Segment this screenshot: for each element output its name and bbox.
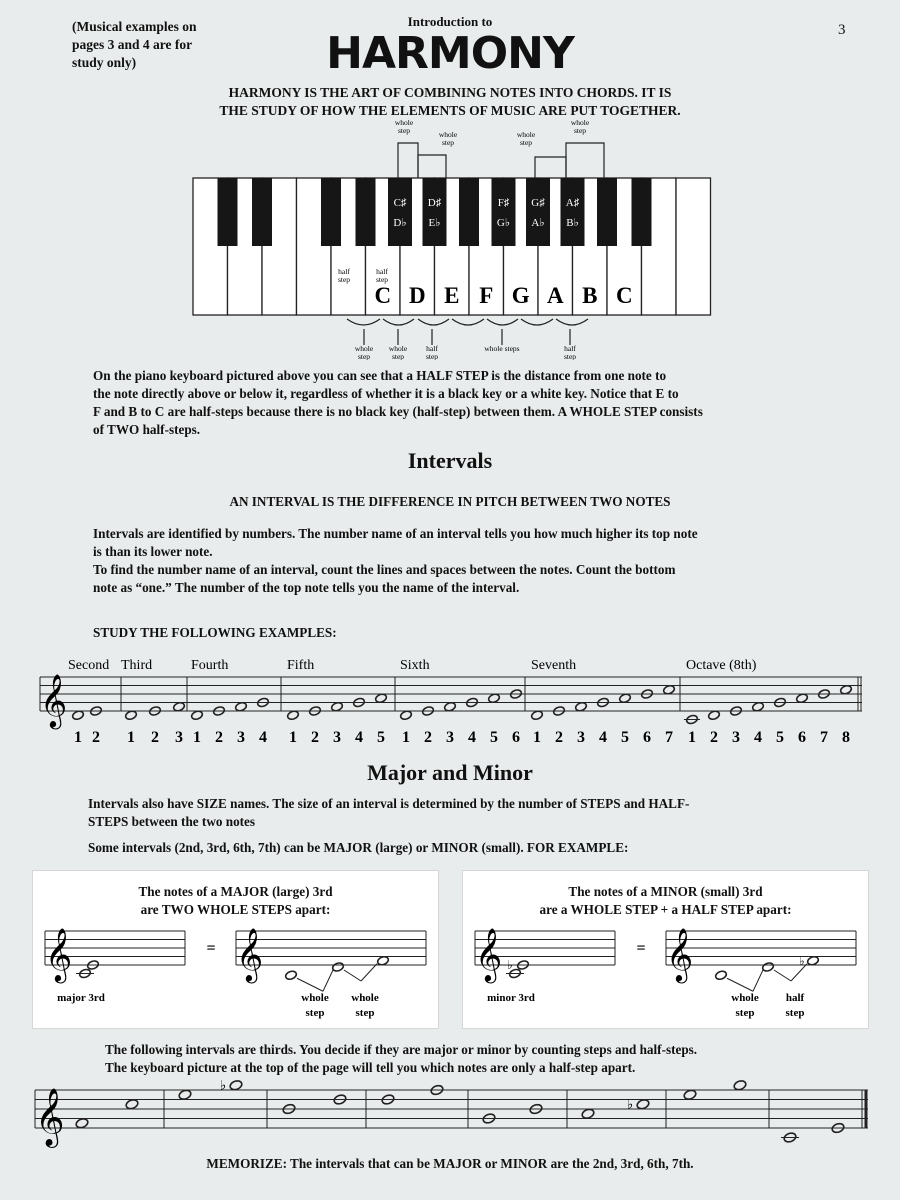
whole-note [125,1098,139,1110]
interval-number: 5 [621,729,629,746]
white-key [676,178,711,315]
major-minor-heading: Major and Minor [367,760,533,785]
white-key-label: G [511,283,530,308]
black-key-label: A♯ [565,197,580,209]
whole-note [285,970,298,981]
interval-name: Second [68,658,110,673]
interval-number: 7 [665,729,673,746]
step-label: half [564,344,576,353]
interval-number: 2 [424,729,432,746]
paragraph-line: Intervals are identified by numbers. The number name of an interval tells you how much higher its top note [93,526,698,541]
whole-step-label: step [397,126,411,135]
step-connector [361,964,377,981]
paragraph-line: STEPS between the two notes [88,814,256,829]
box-title-line: The notes of a MINOR (small) 3rd [568,884,763,899]
for-example-line: Some intervals (2nd, 3rd, 6th, 7th) can be MAJOR (large) or MINOR (small). FOR EXAMPLE: [88,840,629,855]
interval-name: Octave (8th) [686,658,757,673]
step-connector [727,978,753,991]
paragraph-line: Intervals also have SIZE names. The size of an interval is determined by the number of STEPS and HALF- [88,796,690,811]
intro-label: Introduction to [407,14,493,29]
interval-number: 6 [512,729,520,746]
step-bracket [521,319,553,325]
intervals-paragraph [93,525,853,597]
white-key-label: A [546,283,564,308]
interval-number: 2 [151,729,159,746]
whole-note [178,1089,192,1101]
study-note-line: pages 3 and 4 are for [72,37,193,52]
paragraph-line: note as “one.” The number of the top note tells you the name of the interval. [93,580,520,595]
paragraph-line: To find the number name of an interval, count the lines and spaces between the notes. Count the bottom [93,562,676,577]
piano-keyboard-diagram [0,115,900,360]
box-title-line: The notes of a MAJOR (large) 3rd [138,884,333,899]
whole-note [683,1089,697,1101]
interval-number: 3 [577,729,585,746]
black-key-label: G♯ [531,197,545,209]
black-key [632,178,652,246]
black-key-label: E♭ [428,217,441,229]
white-key-label: F [479,283,494,308]
black-key [218,178,238,246]
size-names-paragraph [88,795,848,831]
memorize-line: MEMORIZE: The intervals that can be MAJOR or MINOR are the 2nd, 3rd, 6th, 7th. [206,1156,694,1171]
paragraph-line: On the piano keyboard pictured above you can see that a HALF STEP is the distance from one note to [93,368,667,383]
paragraph-line: of TWO half-steps. [93,422,201,437]
black-key [526,178,550,246]
step-bracket [418,319,449,325]
step-caption: step [355,1007,375,1019]
interval-name: Third [121,658,153,673]
white-key-label: B [582,283,598,308]
interval-definition: AN INTERVAL IS THE DIFFERENCE IN PITCH BETWEEN TWO NOTES [229,494,671,509]
white-key-label: D [408,283,426,308]
black-key-label: F♯ [497,197,510,209]
interval-examples-staff [0,650,900,750]
interval-number: 8 [842,729,850,746]
interval-name: Sixth [400,658,430,673]
black-key-label: A♭ [531,217,545,229]
half-step-paragraph [93,367,853,439]
black-key [356,178,376,246]
step-connector [753,970,763,991]
half-step-label: step [337,275,351,284]
subtitle-line: HARMONY IS THE ART OF COMBINING NOTES INTO CHORDS. IT IS [228,85,672,100]
black-key [597,178,617,246]
whole-note [762,962,775,973]
step-label: half [426,344,438,353]
interval-number: 4 [754,729,762,746]
black-key [492,178,516,246]
exercise-paragraph [105,1041,825,1077]
interval-number: 2 [555,729,563,746]
step-caption: step [785,1007,805,1019]
whole-note [715,970,728,981]
step-caption: step [735,1007,755,1019]
step-label: step [425,352,439,360]
flat-sign: ♭ [220,1078,227,1093]
step-label: step [357,352,371,360]
whole-step-label: whole [516,130,536,139]
treble-clef-icon: 𝄞 [35,1088,65,1145]
step-caption: whole [731,992,759,1004]
black-key [388,178,412,246]
paragraph-line: the note directly above or below it, regardless of whether it is a black key or a white key. Notice that E to [93,386,679,401]
black-key-label: C♯ [393,197,407,209]
interval-number: 1 [533,729,541,746]
flat-sign: ♭ [507,958,513,972]
black-key [423,178,447,246]
whole-note [332,962,345,973]
interval-caption: major 3rd [57,992,105,1004]
step-bracket [487,319,518,325]
box-title-line: are a WHOLE STEP + a HALF STEP apart: [539,902,792,917]
interval-number: 1 [193,729,201,746]
treble-clef-icon: 𝄞 [236,929,264,981]
paragraph-line: The keyboard picture at the top of the page will tell you which notes are only a half-step apart. [105,1060,636,1075]
whole-note [581,1108,595,1120]
black-key-label: D♭ [393,217,407,229]
interval-number: 1 [289,729,297,746]
step-label: step [391,352,405,360]
whole-note [733,1079,747,1091]
white-key-label: C [374,283,392,308]
paragraph-line: F and B to C are half-steps because there is no black key (half-step) between them. A WHOLE STEP consists [93,404,703,419]
whole-step-label: whole [394,118,414,127]
page-number: 3 [838,22,846,38]
white-key-label: E [444,283,460,308]
minor-third-staff [463,871,868,1028]
study-note-line: study only) [72,55,137,70]
half-step-label: half [338,267,350,276]
step-caption: half [785,992,805,1004]
step-bracket [383,319,414,325]
half-step-label: step [375,275,389,284]
interval-number: 4 [599,729,607,746]
intervals-heading: Intervals [407,448,493,473]
minor-third-box [462,870,869,1029]
whole-step-label: step [441,138,455,147]
major-third-box [32,870,439,1029]
interval-number: 7 [820,729,828,746]
white-key-label: C [615,283,633,308]
interval-number: 4 [259,729,267,746]
major-third-staff [33,871,438,1028]
interval-number: 6 [798,729,806,746]
interval-number: 2 [710,729,718,746]
interval-number: 4 [355,729,363,746]
whole-step-label: whole [570,118,590,127]
step-label: whole [354,344,374,353]
step-caption: whole [301,992,329,1004]
whole-note [636,1098,650,1110]
whole-step-label: whole [438,130,458,139]
interval-name: Fifth [287,658,315,673]
half-step-label: half [376,267,388,276]
flat-sign: ♭ [627,1096,634,1112]
step-bracket [347,319,380,325]
black-key-label: D♯ [427,197,442,209]
step-connector [774,970,791,981]
whole-step-label: step [573,126,587,135]
step-bracket [556,319,588,325]
step-label: whole [388,344,408,353]
interval-name: Seventh [531,658,577,673]
interval-number: 6 [643,729,651,746]
interval-name: Fourth [191,658,229,673]
interval-number: 1 [688,729,696,746]
box-title-line: are TWO WHOLE STEPS apart: [140,902,331,917]
interval-number: 5 [377,729,385,746]
whole-step-label: step [519,138,533,147]
step-connector [297,978,323,991]
treble-clef-icon: 𝄞 [40,675,68,727]
black-key [459,178,479,246]
interval-number: 3 [175,729,183,746]
interval-number: 5 [490,729,498,746]
interval-number: 3 [237,729,245,746]
treble-clef-icon: 𝄞 [475,929,503,981]
black-key-label: G♭ [496,217,511,229]
equals-sign: = [206,940,216,957]
subtitle-line: THE STUDY OF HOW THE ELEMENTS OF MUSIC ARE PUT TOGETHER. [219,103,681,118]
paragraph-line: The following intervals are thirds. You decide if they are major or minor by counting steps and half-steps. [105,1042,698,1057]
interval-number: 2 [92,729,100,746]
black-key-label: B♭ [566,217,579,229]
step-caption: step [305,1007,325,1019]
flat-sign: ♭ [799,953,805,968]
treble-clef-icon: 𝄞 [666,929,694,981]
step-label: step [563,352,577,360]
step-bracket [452,319,484,325]
whole-note [229,1079,243,1091]
interval-number: 1 [402,729,410,746]
thirds-exercise-staff [0,1078,900,1153]
study-note-line: (Musical examples on [72,19,197,34]
equals-sign: = [636,940,646,957]
interval-caption: minor 3rd [487,992,535,1004]
black-key [252,178,272,246]
whole-note [75,1117,89,1129]
interval-number: 1 [127,729,135,746]
treble-clef-icon: 𝄞 [45,929,73,981]
interval-number: 1 [74,729,82,746]
interval-number: 2 [215,729,223,746]
black-key [321,178,341,246]
interval-number: 3 [732,729,740,746]
black-key [561,178,585,246]
interval-number: 2 [311,729,319,746]
page-title: HARMONY [326,28,574,79]
interval-number: 4 [468,729,476,746]
interval-number: 3 [333,729,341,746]
step-caption: whole [351,992,379,1004]
interval-number: 5 [776,729,784,746]
paragraph-line: is than its lower note. [93,544,213,559]
step-label: whole steps [484,344,520,353]
study-examples-label: STUDY THE FOLLOWING EXAMPLES: [93,625,337,640]
step-connector [323,970,333,991]
step-connector [344,970,361,981]
interval-number: 3 [446,729,454,746]
